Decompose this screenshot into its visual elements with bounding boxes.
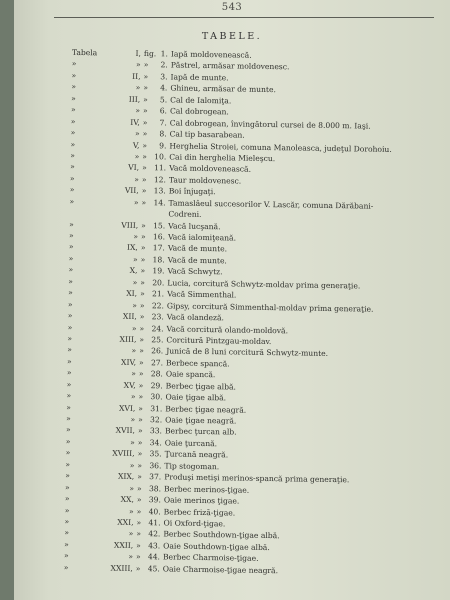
figure-label: »: [140, 277, 146, 287]
figure-number: 42.: [148, 529, 161, 539]
plate-label: »: [66, 402, 72, 412]
figure-number: 43.: [148, 540, 161, 551]
plate-label: »: [71, 93, 76, 103]
plate-number: XX,: [120, 494, 134, 505]
figure-label: »: [139, 346, 144, 356]
plate-label: »: [71, 82, 77, 92]
figure-label: »: [138, 357, 144, 367]
plate-label: »: [69, 173, 75, 183]
plate-number: »: [132, 277, 138, 287]
page-number: 543: [221, 2, 243, 13]
figure-caption: Produşi metişi merinos-spancă prima generaţie.: [164, 472, 350, 485]
plate-label: »: [70, 127, 76, 138]
figure-caption: Vacă de munte.: [167, 243, 228, 254]
figure-number: 17.: [152, 243, 165, 253]
figure-label: »: [143, 94, 148, 104]
plate-label: »: [67, 356, 72, 366]
figure-number: 27.: [150, 358, 164, 368]
plate-label: »: [71, 59, 77, 69]
figure-label: »: [142, 163, 147, 173]
plate-label: »: [64, 528, 70, 538]
figure-caption: Vacă olandeză.: [166, 312, 225, 323]
figure-number: 2.: [160, 60, 168, 70]
figure-label: »: [141, 174, 147, 184]
figure-caption: Vacă ialomiţeană.: [167, 232, 237, 243]
header-rule: [54, 17, 434, 18]
plate-number: XVIII,: [112, 448, 135, 459]
figure-caption: Iapă de munte.: [170, 72, 229, 83]
figure-label: »: [140, 232, 146, 242]
figure-caption: Berbec ţurcan alb.: [164, 426, 237, 437]
figure-caption: Ghineu, armăsar de munte.: [170, 83, 276, 95]
figure-number: 45.: [147, 563, 160, 574]
section-heading: TABELE.: [201, 31, 263, 42]
plate-label: »: [70, 105, 76, 115]
figure-caption: Taur moldovenesc.: [168, 175, 242, 186]
figure-caption: Berbec merinos-ţigae.: [164, 484, 250, 495]
figure-number: 13.: [153, 186, 166, 196]
figure-caption: Oaie ţurcană.: [164, 438, 218, 449]
figure-caption: Oaie ţigae albă.: [165, 392, 227, 403]
figure-label: »: [135, 563, 141, 573]
plate-label: »: [68, 253, 74, 263]
plate-number: »: [129, 506, 134, 516]
figure-caption: Cai din herghelia Mieleşcu.: [169, 152, 276, 164]
figure-label: »: [138, 414, 143, 425]
figure-number: 26.: [151, 346, 164, 356]
plate-number: XI,: [126, 288, 138, 299]
plate-number: »: [135, 106, 141, 116]
plate-number: »: [128, 529, 134, 539]
figure-number: 21.: [151, 289, 165, 299]
figure-number: 8.: [159, 129, 167, 139]
figure-label: »: [143, 83, 149, 93]
figure-number: 24.: [151, 323, 164, 333]
figure-caption: Cal dobrogean.: [169, 106, 229, 117]
plate-label: »: [68, 288, 73, 298]
plate-number: »: [128, 552, 134, 562]
figure-caption: Vacă lucşană.: [168, 221, 221, 231]
figure-label: »: [141, 186, 147, 196]
plate-number: XXII,: [113, 540, 134, 550]
figure-caption: Cal dobrogean, învingătorul cursei de 8.000 m. Iaşi.: [169, 118, 371, 131]
figure-caption: Vacă moldovenească.: [169, 163, 252, 175]
figure-caption: Tip stogoman.: [164, 461, 220, 472]
figure-caption: Păstrel, armăsar moldovenesc.: [170, 60, 290, 72]
plate-label: »: [65, 482, 70, 492]
plate-label: »: [65, 471, 71, 481]
figure-number: 4.: [160, 83, 168, 93]
figure-number: 14.: [153, 197, 166, 208]
figure-number: 7.: [159, 117, 167, 128]
figure-label: »: [141, 220, 146, 230]
plate-label: »: [69, 219, 74, 229]
plate-number: XVII,: [115, 426, 136, 436]
figure-caption: Cal de Ialomiţa.: [170, 95, 232, 106]
plate-number: II,: [132, 71, 141, 81]
plate-label: »: [66, 390, 72, 401]
figure-number: 12.: [153, 175, 167, 185]
figure-number: 19.: [152, 266, 165, 276]
figure-label: »: [137, 437, 143, 447]
figure-caption: Vacă Schwytz.: [167, 266, 223, 277]
plate-label: »: [68, 242, 74, 252]
plate-number: »: [133, 231, 139, 241]
figure-label: »: [137, 472, 142, 482]
figure-label: »: [139, 323, 145, 333]
plate-label: »: [64, 516, 70, 526]
figure-label: »: [142, 151, 148, 162]
plate-label: »: [65, 459, 71, 469]
figure-number: 5.: [159, 95, 168, 105]
figure-number: 32.: [150, 415, 163, 425]
figure-label: »: [142, 129, 148, 139]
figure-caption: Vacă Simmenthal.: [167, 289, 237, 300]
figure-number: 36.: [149, 460, 162, 471]
plate-number: »: [130, 392, 136, 402]
figure-caption: Boi înjugaţi.: [168, 186, 216, 197]
figure-caption: Berbec frizā-ţigae.: [163, 506, 236, 518]
figure-caption: Oaie Charmoise-ţigae neagră.: [162, 564, 279, 575]
plate-label: »: [70, 139, 76, 149]
figure-number: 34.: [149, 438, 162, 448]
figure-label: »: [142, 117, 148, 127]
figure-caption: Berbec Charmoise-ţigae.: [162, 552, 259, 564]
figure-number: 11.: [153, 163, 167, 173]
figure-caption: Ţurcană neagră.: [164, 449, 229, 460]
figure-number: 16.: [152, 232, 166, 242]
figure-label: »: [140, 254, 146, 264]
figure-number: 38.: [148, 483, 162, 493]
plate-number: IX,: [126, 243, 138, 253]
figure-caption: Berbec ţigae albă.: [165, 381, 237, 392]
plate-number: »: [131, 323, 137, 333]
plate-number: I,: [135, 48, 141, 58]
plate-number: XV,: [123, 380, 136, 390]
figure-label: »: [143, 71, 149, 81]
plate-number: XXIII,: [110, 563, 133, 573]
figure-number: 20.: [152, 277, 165, 288]
plate-label: »: [67, 310, 73, 321]
plate-number: XIV,: [121, 357, 137, 367]
figure-caption: Junică de 8 luni corcitură Schwytz-munte.: [166, 346, 329, 359]
plate-label: »: [67, 333, 73, 343]
figure-caption: Berbece spancă.: [165, 358, 230, 369]
figure-label: »: [137, 460, 143, 470]
figure-number: 29.: [150, 380, 163, 391]
plate-label: »: [64, 493, 70, 503]
plate-label: »: [64, 505, 70, 515]
figure-label: »: [141, 197, 147, 207]
figure-label: »: [140, 266, 146, 276]
figure-label: »: [138, 403, 144, 413]
figure-caption: Herghelia Stroiei, comuna Manoleasca, judeţul Dorohoiu.: [169, 140, 392, 154]
plate-number: »: [135, 83, 141, 93]
figure-number: 10.: [154, 152, 167, 162]
figure-label: »: [138, 392, 144, 402]
plate-label: »: [69, 185, 75, 195]
figure-caption: Corcitură Pintzgau-moldav.: [166, 335, 272, 347]
plate-number: »: [130, 414, 136, 424]
plate-number: »: [134, 128, 140, 139]
plates-list: [14, 47, 450, 580]
figure-number: 40.: [148, 506, 161, 516]
figure-number: 25.: [151, 335, 164, 345]
plate-number: III,: [128, 94, 141, 104]
figure-label: »: [142, 140, 148, 150]
plate-label: »: [67, 322, 73, 332]
figure-label: »: [137, 426, 143, 436]
plate-number: »: [133, 197, 139, 207]
figure-caption: Vacă corcitură olando-moldovă.: [166, 323, 289, 335]
plate-label: Tabela: [71, 47, 98, 58]
figure-number: 28.: [150, 369, 163, 379]
figure-caption: Iapă moldovenească.: [170, 49, 252, 60]
figure-number: 37.: [149, 472, 162, 482]
figure-label: »: [138, 369, 144, 379]
plate-label: »: [66, 413, 71, 423]
figure-caption: Berbec Southdown-ţigae albă.: [163, 529, 280, 541]
figure-label: »: [140, 243, 146, 253]
figure-number: 41.: [148, 518, 161, 528]
figure-label: »: [137, 449, 143, 459]
figure-label: »: [136, 517, 142, 527]
figure-label: »: [135, 552, 141, 562]
plate-label: »: [70, 150, 76, 160]
plate-label: »: [65, 448, 71, 458]
plate-number: »: [136, 60, 141, 70]
plate-number: V,: [132, 140, 140, 150]
plate-number: »: [131, 346, 137, 356]
figure-label: »: [139, 312, 145, 322]
figure-number: 18.: [152, 255, 165, 265]
figure-label: »: [139, 334, 145, 345]
figure-caption: Lucia, corcitură Schwytz-moldav prima generaţie.: [167, 278, 361, 291]
figure-number: 33.: [149, 426, 163, 436]
plate-number: VII,: [124, 186, 139, 196]
figure-caption: Vacă de munte.: [167, 255, 227, 266]
plate-label: »: [65, 425, 71, 435]
plate-label: »: [67, 299, 73, 309]
plate-number: »: [129, 483, 135, 493]
plate-number: »: [131, 369, 136, 379]
plate-label: »: [68, 265, 74, 275]
figure-number: 30.: [150, 392, 163, 402]
figure-number: 9.: [159, 140, 167, 150]
figure-caption: Oaie merinos ţigae.: [163, 495, 240, 506]
plate-label: »: [68, 276, 74, 286]
figure-label: »: [139, 300, 145, 310]
figure-number: 15.: [153, 220, 166, 230]
figure-caption: Berbec ţigae neagră.: [165, 403, 247, 415]
figure-label: »: [140, 289, 145, 299]
plate-number: VI,: [128, 163, 140, 173]
figure-caption: Codreni.: [168, 209, 202, 220]
figure-number: 1.: [160, 49, 168, 59]
figure-number: 23.: [151, 312, 164, 322]
figure-label: »: [138, 380, 144, 390]
plate-label: »: [67, 345, 72, 355]
plate-label: »: [66, 368, 72, 378]
figure-caption: Cal tip basarabean.: [169, 129, 245, 140]
figure-label: »: [136, 506, 142, 516]
plate-label: »: [63, 551, 69, 561]
plate-number: »: [134, 151, 140, 161]
plate-number: XIX,: [117, 471, 135, 482]
plate-number: X,: [129, 266, 138, 276]
figure-number: 22.: [151, 300, 165, 311]
figure-caption: Tamaslâeul succesorilor V. Lascăr, comuna Dărăbani-: [168, 198, 374, 211]
plate-label: »: [63, 562, 69, 572]
figure-label: »: [136, 540, 141, 550]
figure-number: 3.: [160, 72, 168, 82]
figure-label: fig.: [143, 49, 157, 59]
plate-number: »: [132, 300, 138, 310]
plate-label: »: [71, 70, 77, 80]
plate-number: XIII,: [119, 334, 137, 344]
figure-number: 44.: [147, 552, 161, 562]
figure-caption: Oi Oxford-ţigae.: [163, 518, 226, 529]
plate-label: »: [65, 436, 71, 446]
figure-caption: Oaie ţigae neagră.: [165, 415, 237, 426]
plate-number: [104, 209, 138, 210]
plate-number: XXI,: [117, 517, 134, 527]
plate-label: »: [64, 539, 69, 549]
figure-caption: Gipsy, corcitură Simmenthal-moldav prima generaţie.: [166, 301, 374, 314]
plate-number: »: [129, 460, 135, 470]
plate-number: XII,: [122, 311, 137, 322]
figure-label: »: [136, 529, 142, 539]
plate-number: »: [130, 437, 135, 447]
figure-label: »: [137, 483, 142, 493]
figure-label: »: [142, 106, 148, 116]
plate-label: »: [70, 116, 76, 126]
plate-number: VIII,: [121, 220, 139, 230]
plate-label: »: [66, 379, 72, 389]
figure-label: »: [143, 60, 149, 70]
plate-number: IV,: [130, 117, 140, 127]
figure-caption: Oaie spancă.: [165, 369, 216, 380]
figure-number: 31.: [150, 403, 163, 413]
book-page: [14, 0, 450, 600]
figure-number: 35.: [149, 449, 162, 459]
plate-label: »: [68, 230, 74, 240]
figure-caption: Oaie Southdown-ţigae albă.: [163, 541, 270, 552]
plate-label: »: [69, 196, 75, 206]
plate-label: »: [70, 162, 75, 172]
figure-number: 6.: [159, 106, 168, 116]
figure-label: »: [136, 495, 142, 505]
plate-number: »: [132, 254, 138, 264]
plate-number: »: [134, 174, 140, 184]
figure-number: 39.: [148, 495, 161, 505]
plate-number: XVI,: [118, 403, 136, 413]
